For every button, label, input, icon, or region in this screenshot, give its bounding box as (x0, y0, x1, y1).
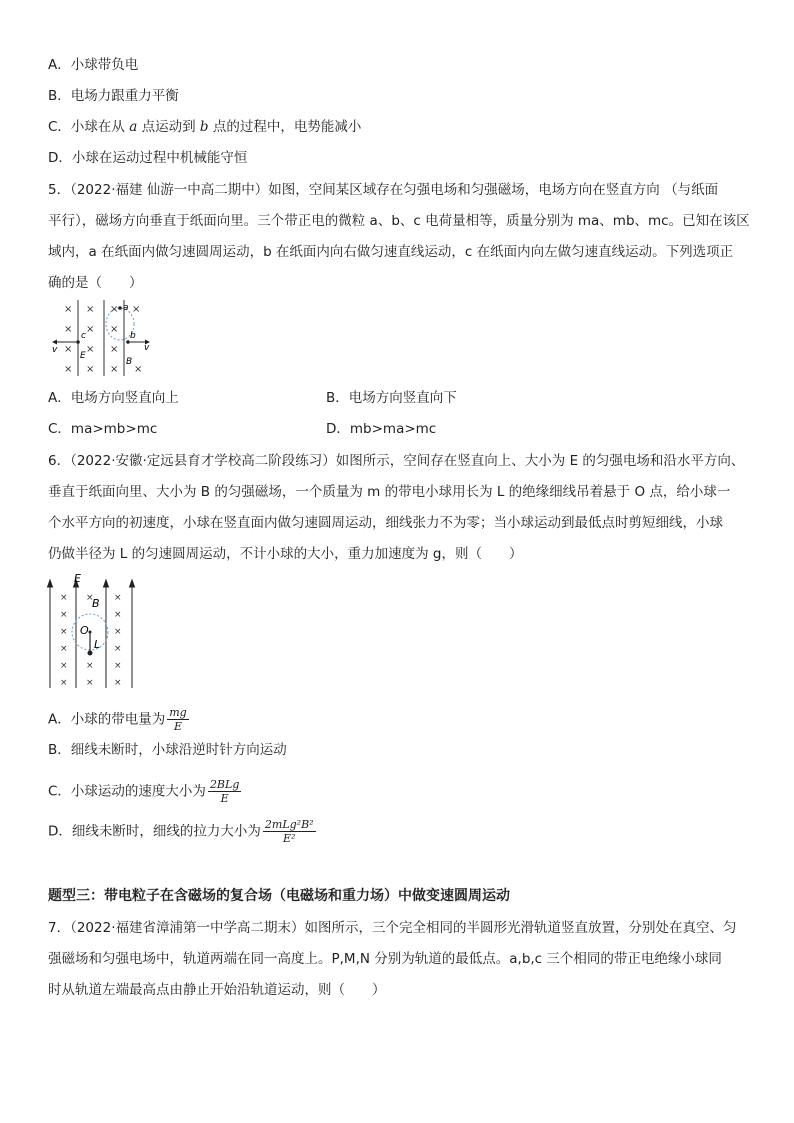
cross-mark: × (86, 593, 94, 603)
q6-option-a-text: A．小球的带电量为 (48, 711, 166, 728)
q5-figure (48, 298, 158, 378)
q7-text-line-3: 时从轨道左端最高点由静止开始沿轨道运动，则（ ） (48, 982, 386, 998)
q6-option-c-text: C．小球运动的速度大小为 (48, 783, 206, 800)
q6-option-c (48, 778, 241, 805)
fraction-mg-over-e (167, 706, 188, 733)
fraction-denominator: E (173, 720, 182, 733)
cross-mark: × (86, 344, 95, 355)
q5-option-d: D．mb>ma>mc (326, 421, 437, 437)
cross-mark: × (132, 304, 141, 315)
cross-mark: × (64, 324, 73, 335)
q6-text-line-1: 6．（2022·安徽·定远县育才学校高二阶段练习）如图所示，空间存在竖直向上、大小为 E 的匀强电场和沿水平方向、 (48, 453, 745, 469)
cross-mark: × (86, 324, 95, 335)
cross-mark: × (64, 344, 73, 355)
cross-mark: × (86, 661, 94, 671)
fraction-tension (263, 818, 316, 845)
thread-length-label: L (94, 638, 101, 651)
q6-text-line-3: 个水平方向的初速度，小球在竖直面内做匀速圆周运动，细线张力不为零；当小球运动到最低点时剪短细线，小球 (48, 515, 723, 531)
q5-text-line-4: 确的是（ ） (48, 275, 143, 291)
prev-option-c-text-mid: 点运动到 (137, 119, 200, 135)
point-a-symbol: a (129, 119, 138, 135)
cross-mark: × (110, 304, 119, 315)
charged-ball (88, 651, 93, 656)
particle-b-label: b (130, 331, 136, 341)
cross-mark: × (114, 678, 122, 688)
prev-option-a: A．小球带负电 (48, 57, 139, 73)
field-e-label: E (80, 351, 86, 361)
field-b-label: B (126, 357, 133, 367)
particle-c-label: c (81, 331, 86, 341)
section-heading: 题型三：带电粒子在含磁场的复合场（电磁场和重力场）中做变速圆周运动 (48, 888, 510, 904)
pivot-o-label: O (80, 624, 89, 637)
velocity-label-b: v (144, 343, 150, 353)
fraction-denominator: E² (283, 832, 296, 845)
prev-option-b: B．电场力跟重力平衡 (48, 88, 179, 104)
cross-mark: × (114, 627, 122, 637)
cross-mark: × (64, 304, 73, 315)
particle-c (76, 340, 80, 344)
cross-mark: × (60, 661, 68, 671)
arrow-up-icon (104, 580, 109, 587)
q5-option-c: C．ma>mb>mc (48, 421, 158, 437)
magnetic-field-crosses (60, 593, 122, 688)
q6-option-d (48, 818, 316, 845)
q6-option-b: B．细线未断时，小球沿逆时针方向运动 (48, 742, 287, 758)
cross-mark: × (114, 644, 122, 654)
point-b-symbol: b (199, 119, 209, 135)
field-e-label: E (74, 572, 81, 585)
particle-a-label: a (123, 303, 129, 313)
q5-text-line-1: 5．（2022·福建 仙游一中高二期中）如图，空间某区域存在匀强电场和匀强磁场，电场方向在竖直方向 （与纸面 (48, 182, 719, 198)
prev-option-d: D．小球在运动过程中机械能守恒 (48, 150, 248, 166)
q6-option-a (48, 706, 189, 733)
cross-mark: × (60, 644, 68, 654)
q5-option-a: A．电场方向竖直向上 (48, 390, 179, 406)
cross-mark: × (86, 678, 94, 688)
fraction-numerator: 2BLg (209, 778, 240, 791)
prev-option-c-text-end: 点的过程中，电势能减小 (208, 119, 362, 135)
cross-mark: × (110, 364, 119, 375)
prev-option-c (48, 118, 361, 136)
cross-mark: × (60, 627, 68, 637)
cross-mark: × (114, 661, 122, 671)
cross-mark: × (60, 593, 68, 603)
cross-mark: × (134, 364, 143, 375)
fraction-2blg-over-e (208, 778, 241, 805)
cross-mark: × (64, 364, 73, 375)
pivot-o (89, 631, 92, 634)
q7-text-line-1: 7．（2022·福建省漳浦第一中学高二期末）如图所示，三个完全相同的半圆形光滑轨道竖直放置，分别处在真空、匀 (48, 920, 737, 936)
cross-mark: × (60, 610, 68, 620)
q5-text-line-2: 平行），磁场方向垂直于纸面向里。三个带正电的微粒 a、b、c 电荷量相等，质量分别为 ma、mb、mc。已知在该区 (48, 213, 750, 229)
fraction-denominator: E (220, 792, 229, 805)
particle-a (118, 306, 122, 310)
fraction-numerator: mg (169, 706, 187, 719)
velocity-label-c: v (52, 345, 58, 355)
prev-option-c-text: C．小球在从 (48, 119, 130, 135)
q5-option-b: B．电场方向竖直向下 (326, 390, 457, 406)
q7-text-line-2: 强磁场和匀强电场中，轨道两端在同一高度上。P,M,N 分别为轨道的最低点。a,b,c 三个相同的带正电绝缘小球同 (48, 951, 722, 967)
arrow-up-icon (130, 580, 135, 587)
arrow-head-icon (52, 340, 57, 345)
q6-text-line-2: 垂直于纸面向里、大小为 B 的匀强磁场，一个质量为 m 的带电小球用长为 L 的绝缘细线吊着悬于 O 点，给小球一 (48, 484, 731, 500)
cross-mark: × (110, 324, 119, 335)
cross-mark: × (86, 364, 95, 375)
q6-text-line-4: 仍做半径为 L 的匀速圆周运动，不计小球的大小，重力加速度为 g，则（ ） (48, 546, 523, 562)
q6-figure (44, 570, 140, 690)
cross-mark: × (114, 593, 122, 603)
cross-mark: × (114, 610, 122, 620)
arrow-up-icon (48, 580, 53, 587)
q6-option-d-text: D．细线未断时，细线的拉力大小为 (48, 823, 261, 840)
cross-mark: × (86, 304, 95, 315)
fraction-numerator: 2mLg²B² (264, 818, 314, 831)
q5-text-line-3: 域内，a 在纸面内做匀速圆周运动，b 在纸面内向右做匀速直线运动，c 在纸面内向左做匀速直线运动。下列选项正 (48, 244, 734, 260)
cross-mark: × (110, 344, 119, 355)
field-b-label: B (92, 597, 100, 610)
cross-mark: × (60, 678, 68, 688)
